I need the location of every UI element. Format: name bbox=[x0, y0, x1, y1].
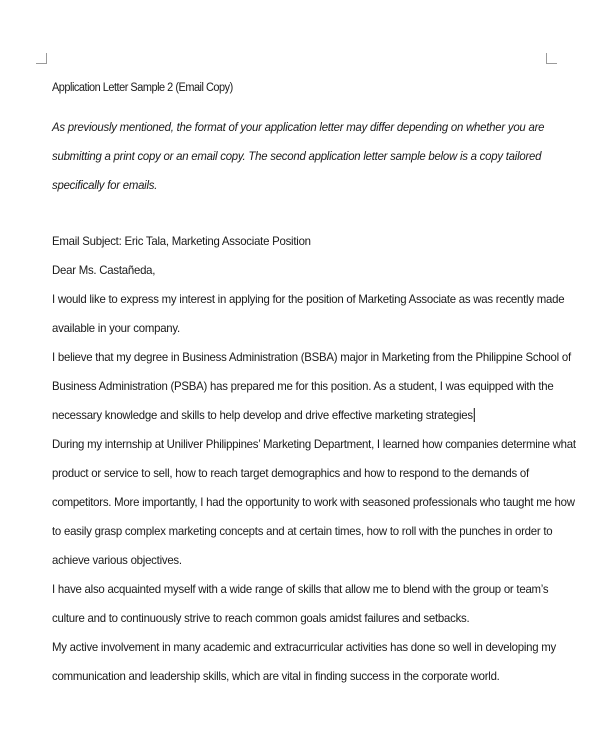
letter-line-text: necessary knowledge and skills to help develop and drive effective marketing strategies bbox=[52, 408, 473, 422]
intro-line: submitting a print copy or an email copy. The second application letter sample below is a copy tailored bbox=[52, 149, 542, 163]
letter-line: product or service to sell, how to reach target demographics and how to respond to the demands of bbox=[52, 466, 529, 480]
crop-mark-top-left bbox=[36, 53, 47, 64]
text-cursor bbox=[474, 408, 475, 422]
letter-line: My active involvement in many academic and extracurricular activities has done so well in developing my bbox=[52, 640, 556, 654]
letter-line: Business Administration (PSBA) has prepared me for this position. As a student, I was equipped with the bbox=[52, 379, 554, 393]
letter-line: I have also acquainted myself with a wide range of skills that allow me to blend with the group or team’s bbox=[52, 582, 549, 596]
email-subject-line: Email Subject: Eric Tala, Marketing Associate Position bbox=[52, 234, 311, 248]
letter-line-with-caret bbox=[52, 401, 532, 430]
letter-line: competitors. More importantly, I had the opportunity to work with seasoned professionals who taught me how bbox=[52, 495, 575, 509]
letter-line: I would like to express my interest in applying for the position of Marketing Associate as was recently made bbox=[52, 292, 565, 306]
crop-mark-top-right bbox=[546, 53, 557, 64]
letter-line: I believe that my degree in Business Administration (BSBA) major in Marketing from the Philippine School of bbox=[52, 350, 571, 364]
letter-line: During my internship at Uniliver Philippines’ Marketing Department, I learned how companies determine what bbox=[52, 437, 576, 451]
letter-line: available in your company. bbox=[52, 321, 180, 335]
letter-line: achieve various objectives. bbox=[52, 553, 182, 567]
document-title: Application Letter Sample 2 (Email Copy) bbox=[52, 82, 233, 94]
intro-line: specifically for emails. bbox=[52, 178, 158, 192]
intro-line: As previously mentioned, the format of your application letter may differ depending on whether you are bbox=[52, 120, 545, 134]
letter-body[interactable] bbox=[52, 227, 576, 691]
letter-line: culture and to continuously strive to reach common goals amidst failures and setbacks. bbox=[52, 611, 470, 625]
intro-paragraph bbox=[52, 113, 545, 200]
letter-line: to easily grasp complex marketing concepts and at certain times, how to roll with the punches in order to bbox=[52, 524, 553, 538]
letter-line: communication and leadership skills, which are vital in finding success in the corporate world. bbox=[52, 669, 500, 683]
salutation-line: Dear Ms. Castañeda, bbox=[52, 263, 156, 277]
